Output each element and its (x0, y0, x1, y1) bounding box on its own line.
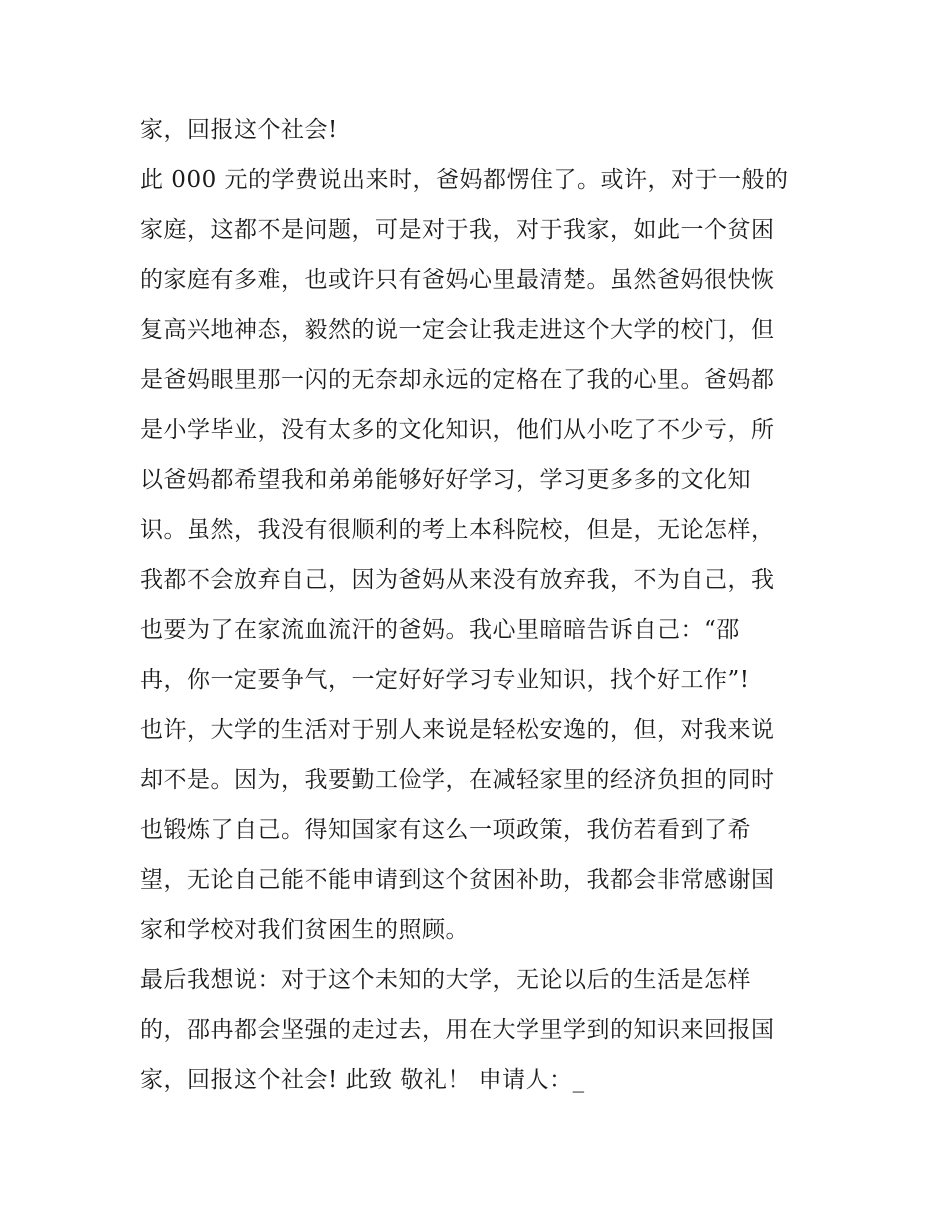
text-line: 识。虽然，我没有很顺利的考上本科院校，但是，无论怎样， (140, 517, 775, 543)
text-line: 的，邵冉都会坚强的走过去，用在大学里学到的知识来回报国 (140, 1017, 775, 1043)
text-line: 是爸妈眼里那一闪的无奈却永远的定格在了我的心里。爸妈都 (140, 367, 775, 393)
text-line: 家和学校对我们贫困生的照顾。 (140, 917, 469, 943)
text-line: 家，回报这个社会! 此致 敬礼！ 申请人：_ (140, 1067, 585, 1093)
text-line: 也要为了在家流血流汗的爸妈。我心里暗暗告诉自己：“邵 (140, 617, 740, 643)
text-line: 我都不会放弃自己，因为爸妈从来没有放弃我，不为自己，我 (140, 567, 775, 593)
text-line: 却不是。因为，我要勤工俭学，在减轻家里的经济负担的同时 (140, 767, 775, 793)
text-line: 复高兴地神态，毅然的说一定会让我走进这个大学的校门，但 (140, 317, 775, 343)
text-line: 最后我想说：对于这个未知的大学，无论以后的生活是怎样 (140, 967, 751, 993)
text-line: 家庭，这都不是问题，可是对于我，对于我家，如此一个贫困 (140, 217, 775, 243)
text-line: 家，回报这个社会! (140, 117, 338, 143)
text-line: 也锻炼了自己。得知国家有这么一项政策，我仿若看到了希 (140, 817, 751, 843)
text-line: 此 000 元的学费说出来时，爸妈都愣住了。或许，对于一般的 (140, 167, 789, 193)
text-line: 望，无论自己能不能申请到这个贫困补助，我都会非常感谢国 (140, 867, 775, 893)
text-line: 以爸妈都希望我和弟弟能够好好学习，学习更多多的文化知 (140, 467, 751, 493)
text-line: 的家庭有多难，也或许只有爸妈心里最清楚。虽然爸妈很快恢 (140, 267, 775, 293)
text-line: 也许，大学的生活对于别人来说是轻松安逸的，但，对我来说 (140, 717, 775, 743)
text-line: 是小学毕业，没有太多的文化知识，他们从小吃了不少亏，所 (140, 417, 775, 443)
text-line: 冉，你一定要争气，一定好好学习专业知识，找个好工作”! (140, 667, 750, 693)
